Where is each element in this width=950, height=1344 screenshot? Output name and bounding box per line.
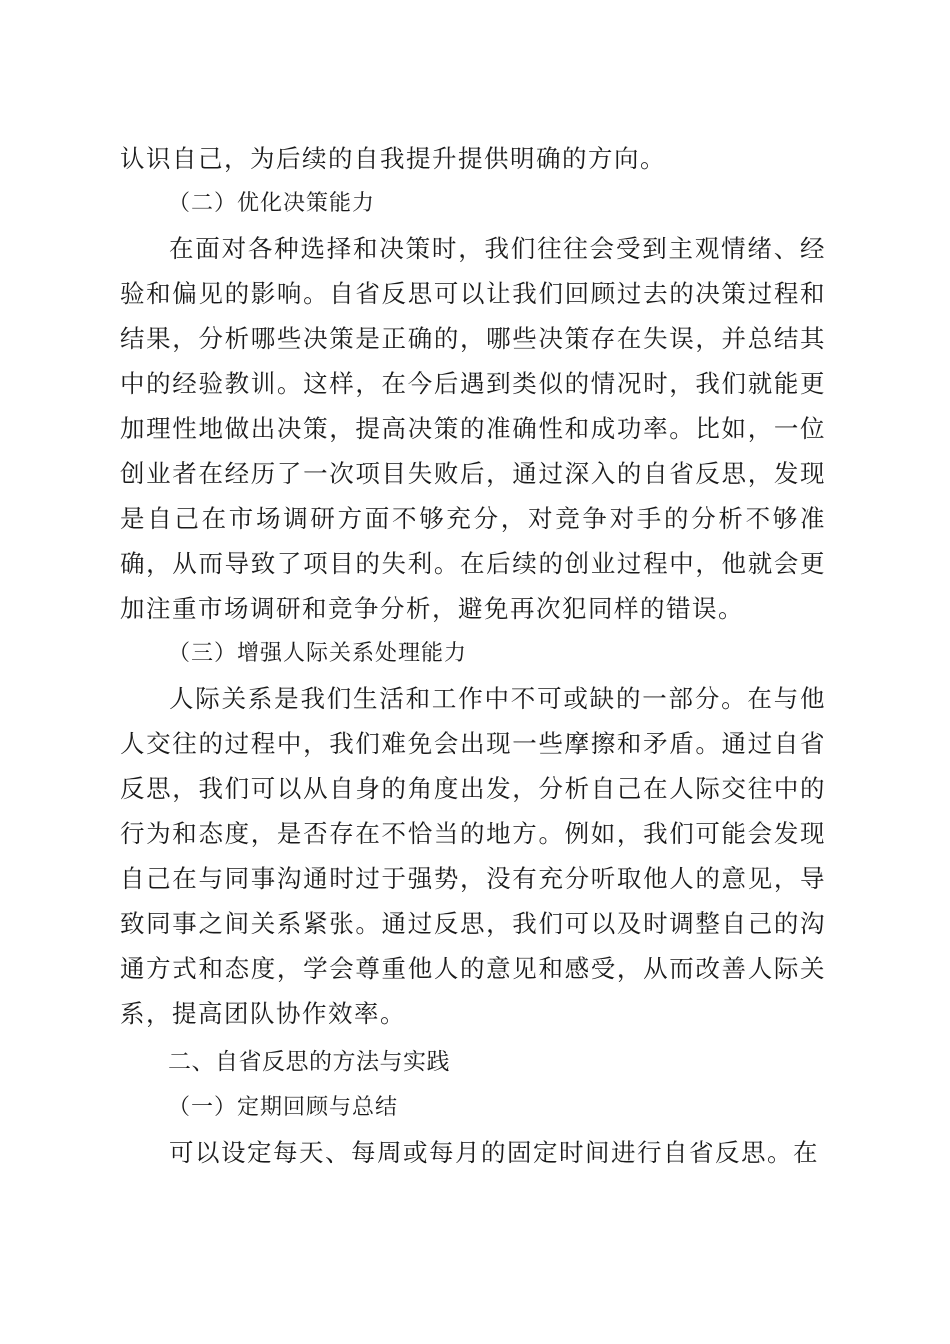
paragraph-review: 可以设定每天、每周或每月的固定时间进行自省反思。在 bbox=[169, 1138, 819, 1167]
document-body bbox=[120, 136, 826, 1175]
paragraph-decision: 在面对各种选择和决策时，我们往往会受到主观情绪、经验和偏见的影响。自省反思可以让我们回顾过去的决策过程和结果，分析哪些决策是正确的，哪些决策存在失误，并总结其中的经验教训。这样，在今后遇到类似的情况时，我们就能更加理性地做出决策，提高决策的准确性和成功率。比如，一位创业者在经历了一次项目失败后，通过深入的自省反思，发现是自己在市场调研方面不够充分，对竞争对手的分析不够准确，从而导致了项目的失利。在后续的创业过程中，他就会更加注重市场调研和竞争分析，避免再次犯同样的错误。 bbox=[120, 234, 826, 623]
heading-regular-review: （一）定期回顾与总结 bbox=[168, 1095, 399, 1120]
heading-interpersonal: （三）增强人际关系处理能力 bbox=[168, 641, 468, 666]
section-heading-methods: 二、自省反思的方法与实践 bbox=[168, 1049, 450, 1075]
heading-optimize-decision: （二）优化决策能力 bbox=[168, 191, 376, 216]
paragraph-intro-tail: 认识自己，为后续的自我提升提供明确的方向。 bbox=[120, 144, 666, 173]
paragraph-interpersonal: 人际关系是我们生活和工作中不可或缺的一部分。在与他人交往的过程中，我们难免会出现一些摩擦和矛盾。通过自省反思，我们可以从自身的角度出发，分析自己在人际交往中的行为和态度，是否存在不恰当的地方。例如，我们可能会发现自己在与同事沟通时过于强势，没有充分听取他人的意见，导致同事之间关系紧张。通过反思，我们可以及时调整自己的沟通方式和态度，学会尊重他人的意见和感受，从而改善人际关系，提高团队协作效率。 bbox=[120, 684, 826, 1028]
